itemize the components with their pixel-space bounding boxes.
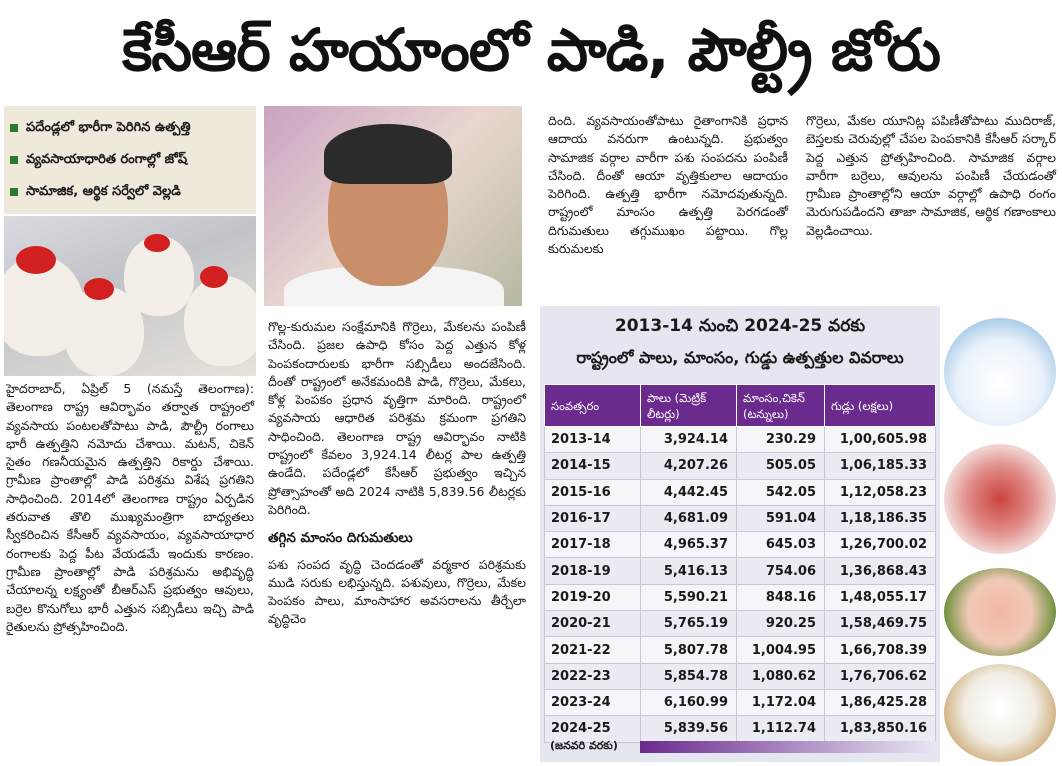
table-row	[545, 453, 936, 479]
production-table	[544, 384, 936, 743]
milk-photo	[944, 318, 1056, 426]
cell-meat: 1,172.04	[737, 689, 825, 715]
cell-milk: 5,839.56	[641, 716, 737, 742]
cell-meat: 848.16	[737, 584, 825, 610]
cell-milk: 4,207.26	[641, 453, 737, 479]
article-paragraph: పశు సంపద వృద్ధి చెందడంతో వర్మకార పరిశ్రమకు ముడి సరుకు లభిస్తున్నది. పశువులు, గొర్రెలు, మేకల పెంపకం పాలు, మాంసాహార అవసరాలను తీర్చేలా వృద్ధిచెం	[268, 556, 526, 627]
cell-year: 2013-14	[545, 427, 641, 453]
leader-photo	[264, 106, 522, 306]
table-row	[545, 689, 936, 715]
bullet-icon	[10, 156, 18, 164]
bullet-icon	[10, 188, 18, 196]
table-row	[545, 637, 936, 663]
cell-year: 2021-22	[545, 637, 641, 663]
cell-milk: 5,590.21	[641, 584, 737, 610]
header-milk: పాలు (మెట్రిక్ లీటర్లు)	[641, 385, 737, 427]
cell-meat: 505.05	[737, 453, 825, 479]
cell-milk: 5,416.13	[641, 558, 737, 584]
table-subtitle: రాష్ట్రంలో పాలు, మాంసం, గుడ్డు ఉత్పత్తుల వివరాలు	[576, 348, 904, 367]
cell-milk: 5,765.19	[641, 611, 737, 637]
cell-year: 2022-23	[545, 663, 641, 689]
cell-meat: 1,112.74	[737, 716, 825, 742]
cell-meat: 645.03	[737, 532, 825, 558]
cell-eggs: 1,00,605.98	[825, 427, 936, 453]
cell-eggs: 1,83,850.16	[825, 716, 936, 742]
cell-year: 2018-19	[545, 558, 641, 584]
cell-eggs: 1,86,425.28	[825, 689, 936, 715]
production-table-box	[540, 306, 940, 762]
header-meat: మాంసం,చికెన్ (టన్నులు)	[737, 385, 825, 427]
cell-meat: 1,004.95	[737, 637, 825, 663]
table-title: 2013-14 నుంచి 2024-25 వరకు	[614, 316, 866, 336]
subheading: తగ్గిన మాంసం దిగుమతులు	[268, 530, 413, 547]
bullet-icon	[10, 124, 18, 132]
cell-eggs: 1,18,186.35	[825, 505, 936, 531]
cell-eggs: 1,66,708.39	[825, 637, 936, 663]
header-year: సంవత్సరం	[545, 385, 641, 427]
table-header-row	[545, 385, 936, 427]
cell-milk: 5,854.78	[641, 663, 737, 689]
table-row	[545, 532, 936, 558]
header-eggs: గుడ్లు (లక్షలు)	[825, 385, 936, 427]
table-row	[545, 611, 936, 637]
cell-meat: 542.05	[737, 479, 825, 505]
footnote-bar	[640, 741, 936, 753]
cell-milk: 4,681.09	[641, 505, 737, 531]
chicken-meat-photo	[944, 568, 1056, 656]
chicken-photo	[4, 216, 256, 376]
table-row	[545, 427, 936, 453]
cell-milk: 3,924.14	[641, 427, 737, 453]
cell-year: 2014-15	[545, 453, 641, 479]
cell-year: 2024-25	[545, 716, 641, 742]
article-column-1: హైదరాబాద్, ఏప్రిల్ 5 (నమస్తే తెలంగాణ): తెలంగాణ రాష్ట్ర ఆవిర్భావం తర్వాత రాష్ట్రంలో వ్యవసాయ పంటలతోపాటు పాడి, పౌల్ట్రీ రంగాలు భారీ ఉత్పత్తిని నమోదు చేశాయి. మటన్, చికెన్ సైతం గణనీయమైన ఉత్పత్తిని రికార్డు చేశాయి. గ్రామీణ ప్రాంతాల్లో పాడి పరిశ్రమ విశేష ప్రగతిని సాధించింది. 2014లో తెలంగాణ రాష్ట్రం ఏర్పడిన తరువాత తొలి ముఖ్యమంత్రిగా బాధ్యతలు స్వీకరించిన కేసీఆర్ వ్యవసాయం, వ్యవసాయాధార రంగాలకు పెద్ద పీట వేయడమే ఇందుకు కారణం. గ్రామీణ ప్రాంతాల్లో పాడి పరిశ్రమను అభివృద్ధి చేయాలన్న లక్ష్యంతో బీఆర్ఎస్ ప్రభుత్వం ఆవులు, బర్రెల కొనుగోలు భారీ ఎత్తున సబ్సిడీలు ఇచ్చి పాడి రైతులను ప్రోత్సహించింది.	[6, 381, 254, 634]
cell-eggs: 1,48,055.17	[825, 584, 936, 610]
article-paragraph: గొల్ల-కురుమల సంక్షేమానికి గొర్రెలు, మేకలను పంపిణీ చేసింది. ప్రజల ఉపాధి కోసం పెద్ద ఎత్తున కోళ్ల పెంపకందారులకు భారీగా సబ్సిడీలు అందజేసింది. దీంతో రాష్ట్రంలో అనేకమందికి పాడి, గొర్రెలు, మేకలు, కోళ్ల పెంపకం ప్రధాన వృత్తిగా మారింది. రాష్ట్రంలో వ్యవసాయ ఆధారిత పరిశ్రమ క్రమంగా ప్రగతిని సాధించింది. తెలంగాణ రాష్ట్ర ఆవిర్భావం నాటికి రాష్ట్రంలో కేవలం 3,924.14 లీటర్ల పాల ఉత్పత్తి ఉండేది. పదేండ్లలో కేసీఆర్ ప్రభుత్వం ఇచ్చిన ప్రోత్సాహంతో అది 2024 నాటికి 5,839.56 లీటర్లకు పెరిగింది.	[268, 319, 526, 517]
cell-year: 2016-17	[545, 505, 641, 531]
table-row	[545, 505, 936, 531]
table-footnote: (జనవరి వరకు)	[544, 738, 936, 756]
table-row	[545, 479, 936, 505]
cell-milk: 5,807.78	[641, 637, 737, 663]
cell-meat: 230.29	[737, 427, 825, 453]
table-row	[545, 584, 936, 610]
article-column-3: దింది. వ్యవసాయంతోపాటు రైతాంగానికి ప్రధాన ఆదాయ వనరుగా ఉంటున్నది. ప్రభుత్వం సామాజిక వర్గాల వారీగా పశు సంపదను పంపిణీ చేసింది. దీంతో ఆయా వృత్తికులాల ఆదాయం పెరిగింది. ఉత్పత్తి భారీగా నమోదవుతున్నది. రాష్ట్రంలో మాంసం ఉత్పత్తి పెరగడంతో దిగుమతులు తగ్గుముఖం పట్టాయి. గొల్ల కురుమలకు	[548, 113, 788, 257]
cell-year: 2023-24	[545, 689, 641, 715]
cell-year: 2017-18	[545, 532, 641, 558]
cell-milk: 6,160.99	[641, 689, 737, 715]
cell-milk: 4,965.37	[641, 532, 737, 558]
meat-photo	[944, 444, 1056, 554]
cell-eggs: 1,12,058.23	[825, 479, 936, 505]
article-column-2	[268, 318, 526, 629]
table-row	[545, 558, 936, 584]
cell-eggs: 1,58,469.75	[825, 611, 936, 637]
highlight-item: వ్యవసాయాధారిత రంగాల్లో జోష్	[10, 144, 250, 176]
cell-eggs: 1,26,700.02	[825, 532, 936, 558]
cell-eggs: 1,76,706.62	[825, 663, 936, 689]
article-column-4: గొర్రెలు, మేకల యూనిట్ల పపిణీతోపాటు ముదిరాజ్, బెస్తలకు చెరువుల్లో చేపల పెంపకానికి కేసీఆర్ సర్కార్ పెద్ద ఎత్తున ప్రోత్సహించింది. సామాజిక వర్గాల వారీగా బర్రెలు, ఆవులను పంపిణీ చేయడంతో గ్రామీణ ప్రాంతాల్లోని ఆయా వర్గాల్లో ఉపాధి రంగం మెరుగుపడిందని తాజా సామాజిక, ఆర్థిక గణాంకాలు వెల్లడించాయి.	[806, 113, 1056, 238]
highlight-item: సామాజిక, ఆర్థిక సర్వేలో వెల్లడి	[10, 176, 250, 208]
cell-meat: 591.04	[737, 505, 825, 531]
highlight-item: పదేండ్లలో భారీగా పెరిగిన ఉత్పత్తి	[10, 112, 250, 144]
cell-year: 2019-20	[545, 584, 641, 610]
cell-meat: 1,080.62	[737, 663, 825, 689]
cell-year: 2015-16	[545, 479, 641, 505]
cell-meat: 754.06	[737, 558, 825, 584]
cell-eggs: 1,06,185.33	[825, 453, 936, 479]
cell-meat: 920.25	[737, 611, 825, 637]
headline: కేసీఆర్ హయాంలో పాడి, పౌల్ట్రీ జోరు	[122, 16, 940, 84]
cell-eggs: 1,36,868.43	[825, 558, 936, 584]
table-row	[545, 663, 936, 689]
cell-milk: 4,442.45	[641, 479, 737, 505]
eggs-photo	[944, 664, 1056, 762]
cell-year: 2020-21	[545, 611, 641, 637]
highlights-box	[4, 106, 256, 214]
